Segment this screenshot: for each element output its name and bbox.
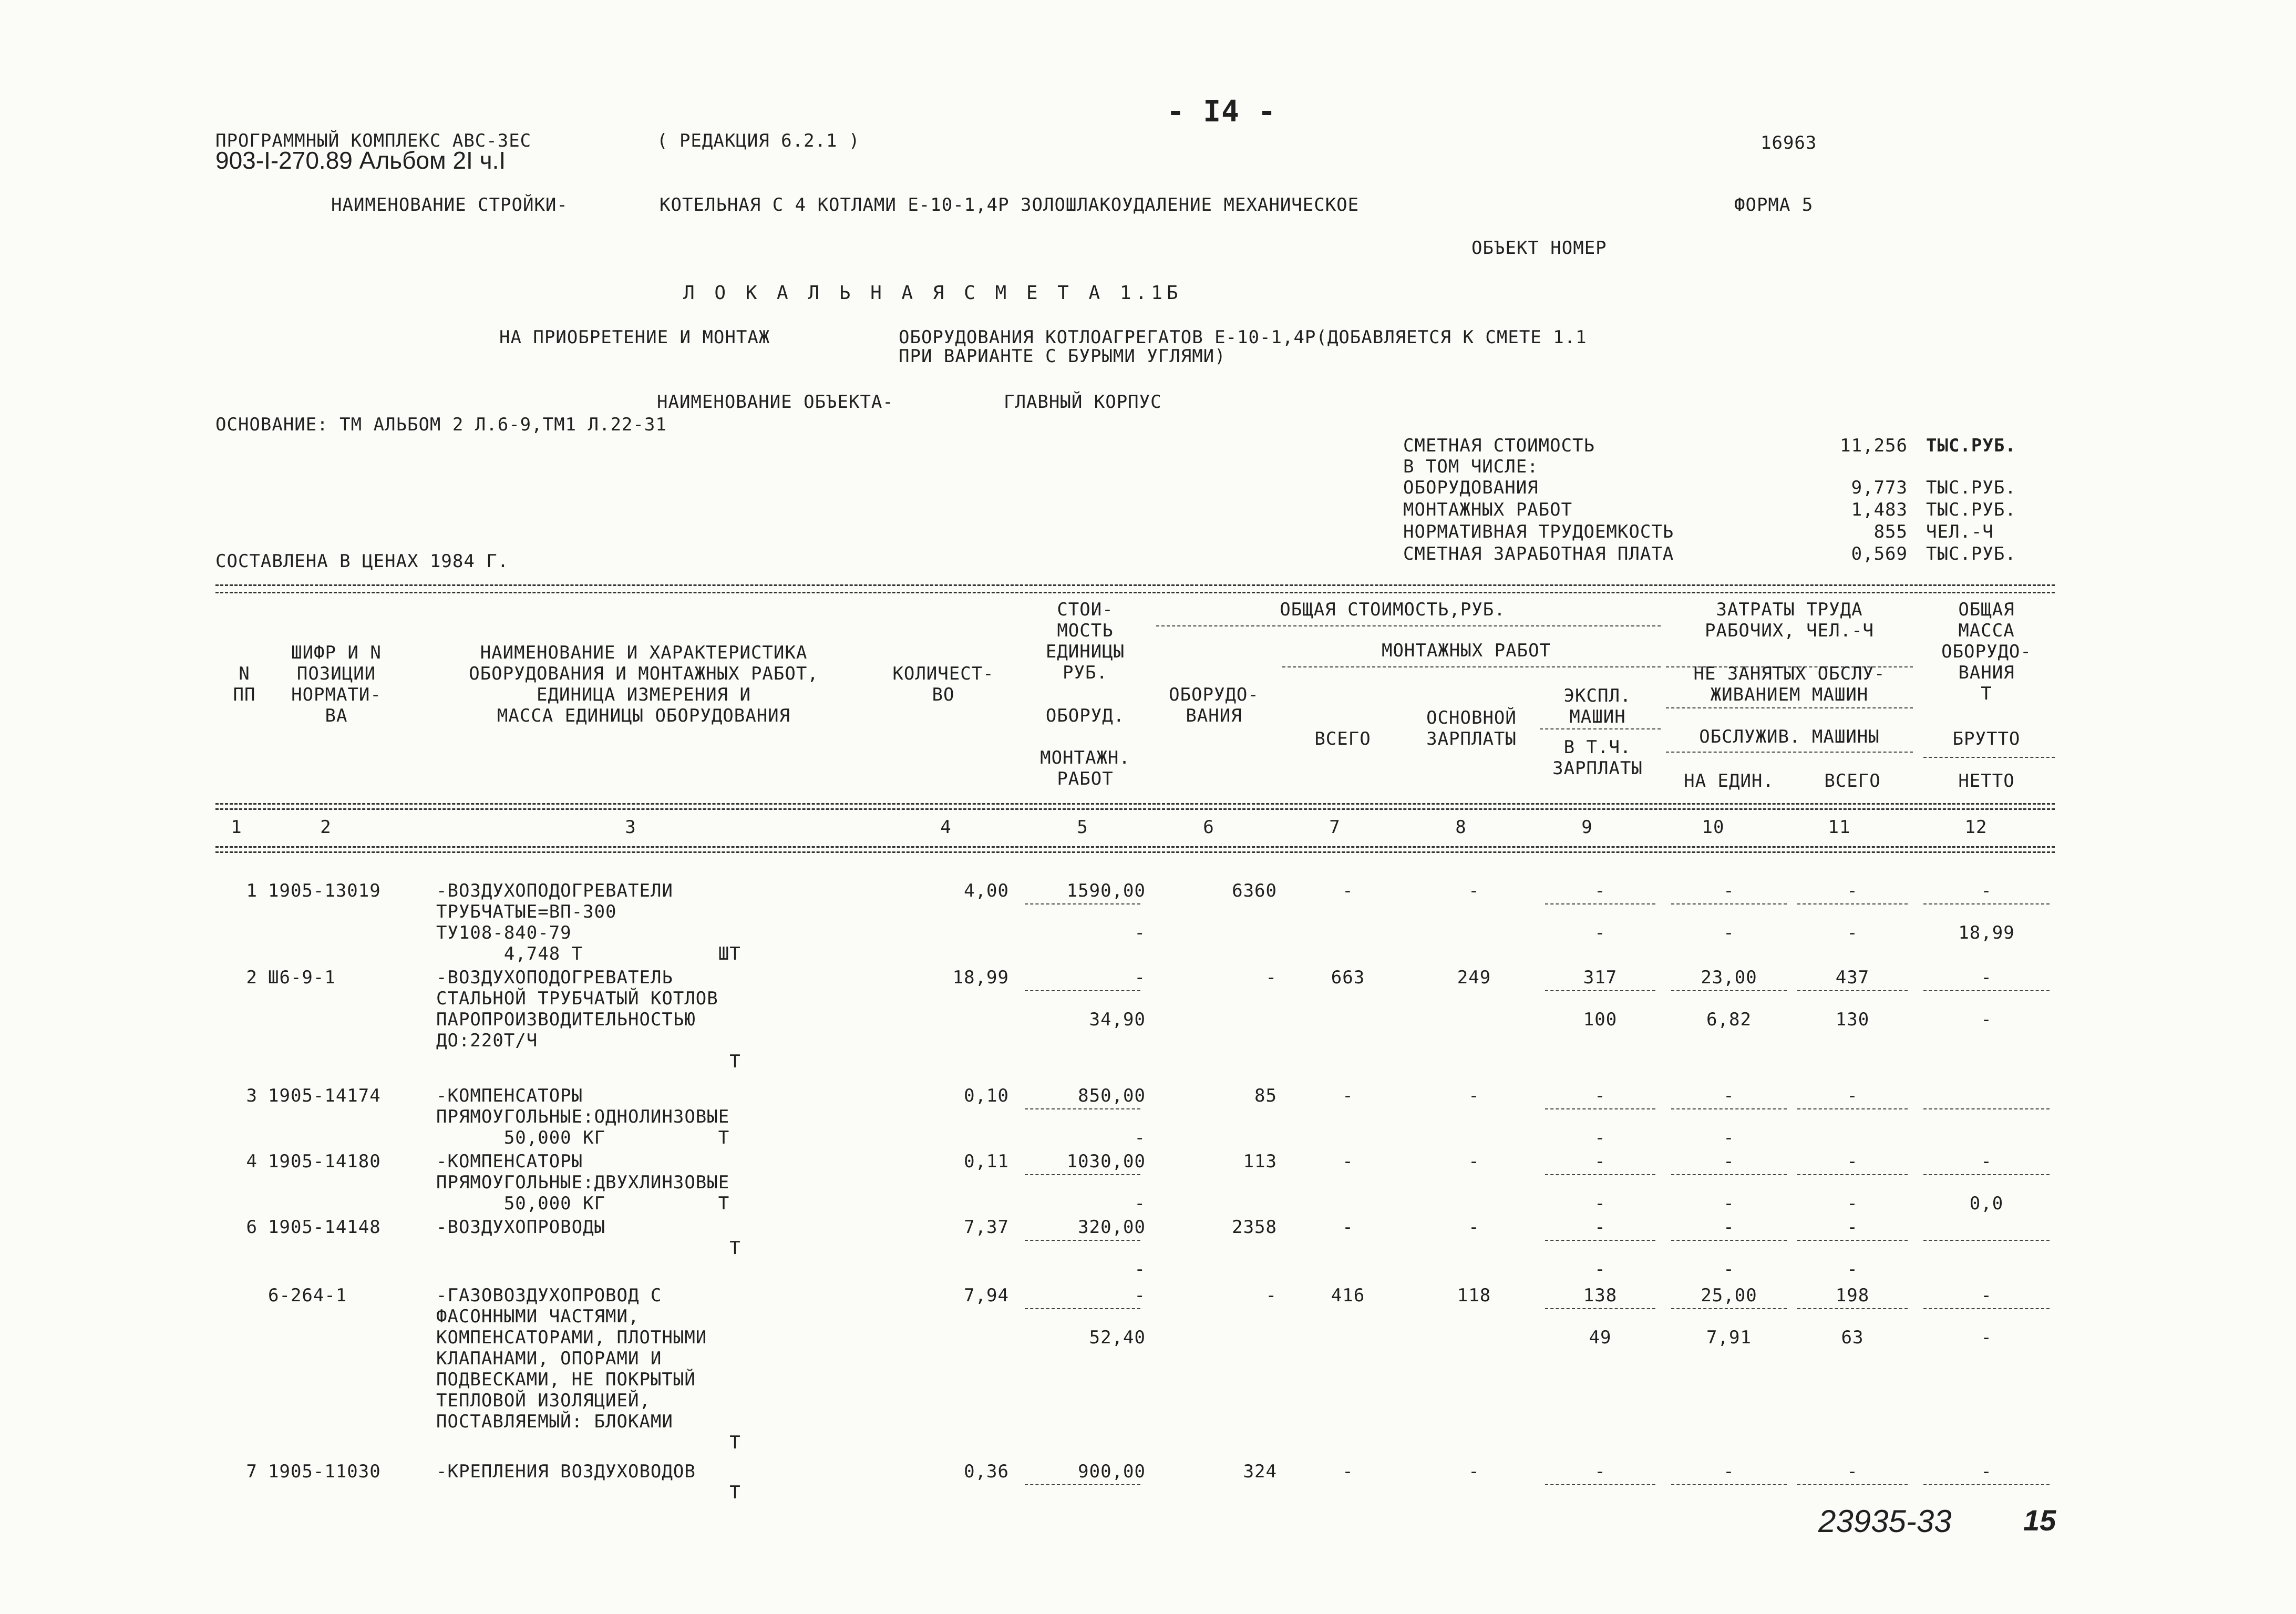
row-number: 2	[246, 967, 258, 988]
cell-divider	[1797, 903, 1908, 904]
purpose-prefix: НА ПРИОБРЕТЕНИЕ И МОНТАЖ	[499, 327, 770, 348]
cell-divider	[1671, 1308, 1787, 1309]
footer-stamp: 23935-33	[1818, 1504, 1952, 1539]
row-mass-gross: -	[1981, 880, 1992, 901]
table-top-rule-2	[215, 592, 2055, 593]
row-labor-unit: -	[1723, 1461, 1735, 1482]
cell-divider	[1671, 1484, 1787, 1485]
header-rule	[1923, 757, 2055, 758]
row-equipment-cost: 85	[1254, 1085, 1277, 1106]
summary-value: 0,569	[1851, 543, 1908, 564]
cell-divider	[1025, 1108, 1140, 1109]
row-mass-gross: -	[1981, 967, 1992, 988]
row-base-salary: -	[1468, 880, 1480, 901]
album-label: 903-I-270.89 Альбом 2I ч.I	[215, 147, 506, 174]
row-machine-cost: -	[1594, 1461, 1606, 1482]
row-equipment-cost: 324	[1243, 1461, 1277, 1482]
row-unit-price-equipment: -	[1134, 967, 1146, 988]
col-number: 1	[231, 817, 242, 838]
row-unit-price-equipment: 900,00	[1078, 1461, 1146, 1482]
row-machine-cost: -	[1594, 880, 1606, 901]
summary-unit: ТЫС.РУБ.	[1926, 499, 2016, 520]
row-code: 1905-11030	[268, 1461, 381, 1482]
cell-divider	[1797, 990, 1908, 991]
col-number: 4	[940, 817, 952, 838]
row-name: -КОМПЕНСАТОРЫ ПРЯМОУГОЛЬНЫЕ:ДВУХЛИНЗОВЫЕ 50,000 КГ Т	[436, 1151, 730, 1214]
row-code: 1905-14148	[268, 1217, 381, 1238]
summary-value: 11,256	[1840, 435, 1908, 456]
header-group-total: ОБЩАЯ СТОИМОСТЬ,РУБ.	[1280, 599, 1506, 620]
row-machine-salary: -	[1594, 1259, 1606, 1280]
col-number: 2	[320, 817, 332, 838]
cell-divider	[1797, 1108, 1908, 1109]
row-labor-unit-machines: -	[1723, 1193, 1735, 1214]
row-quantity: 0,36	[964, 1461, 1009, 1482]
row-labor-total-machines: -	[1847, 922, 1858, 943]
row-unit-price-equipment: -	[1134, 1285, 1146, 1306]
numbers-bottom-rule-2	[215, 851, 2055, 853]
column-numbers-row	[215, 817, 2055, 838]
row-name: -ВОЗДУХОПОДОГРЕВАТЕЛЬ СТАЛЬНОЙ ТРУБЧАТЫЙ КОТЛОВ ПАРОПРОИЗВОДИТЕЛЬНОСТЬЮ ДО:220Т/Ч Т	[436, 967, 741, 1072]
object-name: ГЛАВНЫЙ КОРПУС	[1004, 392, 1162, 413]
row-base-salary: -	[1468, 1085, 1480, 1106]
row-mass-net: -	[1981, 1327, 1992, 1348]
row-number: 6	[246, 1217, 258, 1238]
header-col12-mid: БРУТТО	[1952, 728, 2021, 749]
row-number: 3	[246, 1085, 258, 1106]
summary-label: В ТОМ ЧИСЛЕ:	[1403, 456, 1539, 477]
row-code: Ш6-9-1	[268, 967, 336, 988]
row-number: 1	[246, 880, 258, 901]
row-base-salary: 249	[1457, 967, 1491, 988]
header-rule	[1156, 625, 1661, 626]
row-unit-price-mounting: 34,90	[1089, 1009, 1146, 1030]
cell-divider	[1545, 990, 1655, 991]
col-number: 7	[1329, 817, 1341, 838]
cell-divider	[1923, 1108, 2050, 1109]
summary-block	[1403, 435, 2055, 566]
cell-divider	[1545, 1240, 1655, 1241]
summary-label: СМЕТНАЯ ЗАРАБОТНАЯ ПЛАТА	[1403, 543, 1674, 564]
row-machine-cost: -	[1594, 1217, 1606, 1238]
row-quantity: 7,94	[964, 1285, 1009, 1306]
cell-divider	[1671, 1174, 1787, 1175]
row-name: -ВОЗДУХОПРОВОДЫ Т	[436, 1217, 741, 1259]
header-rule	[1666, 752, 1913, 753]
header-col3: НАИМЕНОВАНИЕ И ХАРАКТЕРИСТИКА ОБОРУДОВАНИЯ И МОНТАЖНЫХ РАБОТ, ЕДИНИЦА ИЗМЕРЕНИЯ И МАССА ЕДИНИЦЫ ОБОРУДОВАНИЯ	[469, 642, 819, 726]
compiled-prices: СОСТАВЛЕНА В ЦЕНАХ 1984 Г.	[215, 551, 509, 572]
cell-divider	[1671, 1108, 1787, 1109]
cell-divider	[1025, 1174, 1140, 1175]
cell-divider	[1797, 1308, 1908, 1309]
object-name-label: НАИМЕНОВАНИЕ ОБЪЕКТА-	[657, 392, 894, 413]
row-mounting-total: -	[1342, 1085, 1354, 1106]
row-labor-unit: -	[1723, 880, 1735, 901]
header-col6: ОБОРУДО- ВАНИЯ	[1169, 684, 1259, 726]
cell-divider	[1025, 1484, 1140, 1485]
row-equipment-cost: 2358	[1232, 1217, 1277, 1238]
header-col11: ВСЕГО	[1824, 770, 1881, 791]
col-number: 8	[1455, 817, 1467, 838]
row-mass-gross: -	[1981, 1461, 1992, 1482]
header-labor-sub-top: НЕ ЗАНЯТЫХ ОБСЛУ- ЖИВАНИЕМ МАШИН	[1693, 663, 1886, 705]
summary-unit: ТЫС.РУБ.	[1926, 477, 2016, 498]
summary-row	[1403, 521, 2055, 543]
row-name: -КОМПЕНСАТОРЫ ПРЯМОУГОЛЬНЫЕ:ОДНОЛИНЗОВЫЕ 50,000 КГ Т	[436, 1085, 730, 1148]
table-top-rule	[215, 584, 2055, 586]
col-number: 9	[1581, 817, 1593, 838]
summary-value: 9,773	[1851, 477, 1908, 498]
row-mounting-total: -	[1342, 880, 1354, 901]
row-labor-total: 437	[1835, 967, 1870, 988]
summary-row	[1403, 456, 2055, 477]
header-col10: НА ЕДИН.	[1684, 770, 1774, 791]
cell-divider	[1923, 1484, 2050, 1485]
header-col5-top: СТОИ- МОСТЬ ЕДИНИЦЫ РУБ.	[1045, 599, 1125, 683]
summary-row	[1403, 499, 2055, 521]
footer-sheet: 15	[2023, 1504, 2056, 1537]
cell-divider	[1671, 903, 1787, 904]
summary-row	[1403, 543, 2055, 566]
row-machine-cost: 317	[1583, 967, 1618, 988]
row-quantity: 0,11	[964, 1151, 1009, 1172]
cell-divider	[1545, 1484, 1655, 1485]
row-labor-unit-machines: 7,91	[1706, 1327, 1752, 1348]
purpose-line1: ОБОРУДОВАНИЯ КОТЛОАГРЕГАТОВ Е-10-1,4Р(ДОБАВЛЯЕТСЯ К СМЕТЕ 1.1	[899, 327, 1587, 348]
row-labor-total-machines: -	[1847, 1193, 1858, 1214]
cell-divider	[1545, 1174, 1655, 1175]
row-base-salary: -	[1468, 1461, 1480, 1482]
row-unit-price-mounting: -	[1134, 922, 1146, 943]
row-labor-total: -	[1847, 1217, 1858, 1238]
row-machine-cost: -	[1594, 1151, 1606, 1172]
cell-divider	[1797, 1240, 1908, 1241]
row-labor-unit: 25,00	[1701, 1285, 1757, 1306]
header-labor-sub-bot: ОБСЛУЖИВ. МАШИНЫ	[1699, 726, 1880, 747]
row-quantity: 18,99	[952, 967, 1009, 988]
row-quantity: 4,00	[964, 880, 1009, 901]
row-name: -КРЕПЛЕНИЯ ВОЗДУХОВОДОВ Т	[436, 1461, 741, 1503]
row-equipment-cost: 113	[1243, 1151, 1277, 1172]
summary-label: МОНТАЖНЫХ РАБОТ	[1403, 499, 1573, 520]
cell-divider	[1923, 1240, 2050, 1241]
header-group-labor: ЗАТРАТЫ ТРУДА РАБОЧИХ, ЧЕЛ.-Ч	[1704, 599, 1875, 641]
row-unit-price-equipment: 850,00	[1078, 1085, 1146, 1106]
header-bottom-rule-2	[215, 808, 2055, 810]
summary-row	[1403, 477, 2055, 499]
row-labor-unit-machines: -	[1723, 922, 1735, 943]
row-base-salary: 118	[1457, 1285, 1491, 1306]
row-equipment-cost: -	[1265, 1285, 1277, 1306]
summary-value: 1,483	[1851, 499, 1908, 520]
cell-divider	[1923, 1308, 2050, 1309]
row-code: 1905-13019	[268, 880, 381, 901]
summary-unit: ТЫС.РУБ.	[1926, 435, 2016, 456]
row-code: 1905-14174	[268, 1085, 381, 1106]
row-labor-total: -	[1847, 1085, 1858, 1106]
row-machine-salary: 49	[1589, 1327, 1612, 1348]
header-rule	[1282, 666, 1661, 667]
summary-unit: ЧЕЛ.-Ч	[1926, 521, 1994, 542]
row-name: -ВОЗДУХОПОДОГРЕВАТЕЛИ ТРУБЧАТЫЕ=ВП-300 ТУ108-840-79 4,748 Т ШТ	[436, 880, 741, 964]
cell-divider	[1797, 1484, 1908, 1485]
row-labor-unit-machines: 6,82	[1706, 1009, 1752, 1030]
cell-divider	[1025, 990, 1140, 991]
row-mass-net: -	[1981, 1009, 1992, 1030]
row-unit-price-equipment: 320,00	[1078, 1217, 1146, 1238]
header-rule	[1540, 728, 1661, 729]
header-col9-top: ЭКСПЛ. МАШИН	[1563, 685, 1632, 727]
summary-label: СМЕТНАЯ СТОИМОСТЬ	[1403, 435, 1595, 456]
row-machine-cost: 138	[1583, 1285, 1618, 1306]
header-col7: ВСЕГО	[1314, 728, 1371, 749]
cell-divider	[1671, 1240, 1787, 1241]
row-labor-unit-machines: -	[1723, 1259, 1735, 1280]
object-number: ОБЪЕКТ НОМЕР	[1471, 238, 1607, 259]
header-col5-mid: ОБОРУД.	[1045, 705, 1125, 726]
row-mounting-total: -	[1342, 1461, 1354, 1482]
row-machine-cost: -	[1594, 1085, 1606, 1106]
row-mounting-total: 416	[1331, 1285, 1365, 1306]
row-labor-total: -	[1847, 1151, 1858, 1172]
construction-name: КОТЕЛЬНАЯ С 4 КОТЛАМИ Е-10-1,4Р ЗОЛОШЛАКОУДАЛЕНИЕ МЕХАНИЧЕСКОЕ	[660, 194, 1360, 215]
row-unit-price-mounting: -	[1134, 1127, 1146, 1148]
cell-divider	[1671, 990, 1787, 991]
row-labor-total-machines: -	[1847, 1259, 1858, 1280]
header-col1: N ПП	[233, 663, 256, 705]
row-machine-salary: -	[1594, 1127, 1606, 1148]
row-labor-total: -	[1847, 880, 1858, 901]
row-code: 1905-14180	[268, 1151, 381, 1172]
row-equipment-cost: 6360	[1232, 880, 1277, 901]
row-mass-gross: -	[1981, 1151, 1992, 1172]
cell-divider	[1545, 903, 1655, 904]
row-labor-unit: -	[1723, 1085, 1735, 1106]
row-equipment-cost: -	[1265, 967, 1277, 988]
edition: ( РЕДАКЦИЯ 6.2.1 )	[657, 130, 860, 151]
construction-label: НАИМЕНОВАНИЕ СТРОЙКИ-	[331, 194, 568, 215]
row-mounting-total: 663	[1331, 967, 1365, 988]
cell-divider	[1025, 1240, 1140, 1241]
col-number: 6	[1203, 817, 1214, 838]
row-unit-price-equipment: 1030,00	[1066, 1151, 1146, 1172]
cell-divider	[1923, 903, 2050, 904]
row-code: 6-264-1	[268, 1285, 347, 1306]
col-number: 3	[625, 817, 636, 838]
row-base-salary: -	[1468, 1151, 1480, 1172]
row-machine-salary: 100	[1583, 1009, 1618, 1030]
summary-label: НОРМАТИВНАЯ ТРУДОЕМКОСТЬ	[1403, 521, 1674, 542]
summary-row	[1403, 435, 2055, 456]
row-mass-net: 18,99	[1958, 922, 2015, 943]
row-unit-price-mounting: -	[1134, 1259, 1146, 1280]
summary-unit: ТЫС.РУБ.	[1926, 543, 2016, 564]
code-right: 16963	[1760, 132, 1817, 153]
row-number: 4	[246, 1151, 258, 1172]
row-labor-total: 198	[1835, 1285, 1870, 1306]
row-quantity: 0,10	[964, 1085, 1009, 1106]
row-mounting-total: -	[1342, 1151, 1354, 1172]
row-labor-unit: -	[1723, 1151, 1735, 1172]
row-unit-price-equipment: 1590,00	[1066, 880, 1146, 901]
cell-divider	[1923, 1174, 2050, 1175]
header-col5-bot: МОНТАЖН. РАБОТ	[1040, 747, 1130, 789]
row-base-salary: -	[1468, 1217, 1480, 1238]
row-name: -ГАЗОВОЗДУХОПРОВОД С ФАСОННЫМИ ЧАСТЯМИ, КОМПЕНСАТОРАМИ, ПЛОТНЫМИ КЛАПАНАМИ, ОПОРАМИ И ПОДВЕСКАМИ, НЕ ПОКРЫТЫЙ ТЕПЛОВОЙ ИЗОЛЯЦИЕЙ, ПОСТАВЛЯЕМЫЙ: БЛОКАМИ Т	[436, 1285, 741, 1453]
page-number: - I4 -	[1167, 95, 1276, 129]
row-labor-unit: -	[1723, 1217, 1735, 1238]
row-labor-total-machines: 63	[1841, 1327, 1864, 1348]
row-labor-unit: 23,00	[1701, 967, 1757, 988]
purpose-line2: ПРИ ВАРИАНТЕ С БУРЫМИ УГЛЯМИ)	[899, 346, 1226, 367]
row-mass-net: 0,0	[1969, 1193, 2004, 1214]
row-unit-price-mounting: 52,40	[1089, 1327, 1146, 1348]
cell-divider	[1545, 1308, 1655, 1309]
header-col2: ШИФР И N ПОЗИЦИИ НОРМАТИ- ВА	[291, 642, 382, 726]
col-number: 5	[1077, 817, 1088, 838]
row-machine-salary: -	[1594, 1193, 1606, 1214]
document-title: Л О К А Л Ь Н А Я С М Е Т А 1.1Б	[683, 282, 1182, 304]
row-labor-total-machines: 130	[1835, 1009, 1870, 1030]
summary-label: ОБОРУДОВАНИЯ	[1403, 477, 1539, 498]
cell-divider	[1025, 903, 1140, 904]
summary-value: 855	[1873, 521, 1908, 542]
row-quantity: 7,37	[964, 1217, 1009, 1238]
numbers-bottom-rule	[215, 846, 2055, 848]
row-number: 7	[246, 1461, 258, 1482]
col-number: 10	[1702, 817, 1725, 838]
header-rule	[1666, 707, 1913, 708]
header-col12-top: ОБЩАЯ МАССА ОБОРУДО- ВАНИЯ Т	[1941, 599, 2032, 704]
cell-divider	[1797, 1174, 1908, 1175]
row-mounting-total: -	[1342, 1217, 1354, 1238]
header-bottom-rule	[215, 803, 2055, 805]
header-col12-bot: НЕТТО	[1958, 770, 2015, 791]
row-unit-price-mounting: -	[1134, 1193, 1146, 1214]
form-label: ФОРМА 5	[1734, 194, 1814, 215]
cell-divider	[1545, 1108, 1655, 1109]
cell-divider	[1923, 990, 2050, 991]
row-labor-total: -	[1847, 1461, 1858, 1482]
basis: ОСНОВАНИЕ: ТМ АЛЬБОМ 2 Л.6-9,ТМ1 Л.22-31	[215, 414, 667, 435]
header-col9-bot: В Т.Ч. ЗАРПЛАТЫ	[1552, 737, 1643, 779]
program-name: ПРОГРАММНЫЙ КОМПЛЕКС АВС-3ЕС	[215, 130, 532, 151]
header-group-mount: МОНТАЖНЫХ РАБОТ	[1381, 640, 1551, 661]
row-mass-gross: -	[1981, 1285, 1992, 1306]
row-machine-salary: -	[1594, 922, 1606, 943]
header-col4: КОЛИЧЕСТ- ВО	[892, 663, 994, 705]
row-labor-unit-machines: -	[1723, 1127, 1735, 1148]
header-col8: ОСНОВНОЙ ЗАРПЛАТЫ	[1426, 707, 1517, 749]
col-number: 11	[1828, 817, 1851, 838]
col-number: 12	[1964, 817, 1988, 838]
cell-divider	[1025, 1308, 1140, 1309]
